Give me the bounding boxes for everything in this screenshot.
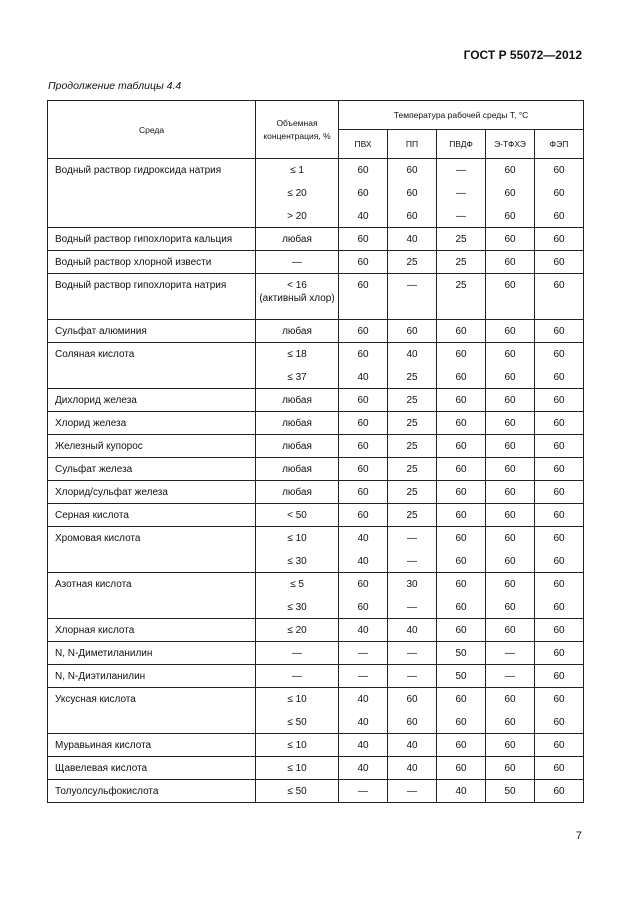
temperature-cell: 60 [535,780,584,803]
concentration-value: ≤ 20 [287,187,307,199]
temperature-cell: 60 [535,366,584,389]
temperature-cell: — [339,780,388,803]
temperature-cell: 40 [339,619,388,642]
temperature-cell: 60 [339,343,388,366]
medium-cell: Толуолсульфокислота [48,780,256,803]
table-row [48,320,584,343]
temperature-cell: 60 [535,550,584,573]
concentration-value: — [292,257,302,268]
medium-cell: Дихлорид железа [48,389,256,412]
concentration-cell [256,665,339,688]
temperature-cell: 60 [486,734,535,757]
concentration-value: ≤ 18 [287,349,307,360]
concentration-value: ≤ 50 [287,786,307,797]
concentration-cell [256,596,339,619]
temperature-cell: 60 [535,596,584,619]
standard-header: ГОСТ Р 55072—2012 [463,48,582,62]
temperature-cell: — [388,527,437,550]
temperature-cell: 60 [535,435,584,458]
concentration-value: любая [282,441,312,452]
concentration-value: любая [282,395,312,406]
temperature-cell: 50 [437,665,486,688]
header-material: ПП [388,130,437,159]
table-row [48,228,584,251]
temperature-cell: 60 [486,688,535,711]
temperature-cell: 25 [388,251,437,274]
temperature-cell: 60 [486,182,535,205]
temperature-cell: 60 [486,711,535,734]
temperature-cell: 60 [437,481,486,504]
temperature-cell: 60 [339,458,388,481]
temperature-cell: 60 [486,619,535,642]
temperature-cell: 60 [486,550,535,573]
temperature-cell: 60 [388,205,437,228]
temperature-cell: 40 [388,734,437,757]
temperature-cell: — [388,665,437,688]
temperature-cell: 60 [486,389,535,412]
temperature-cell: — [437,205,486,228]
temperature-cell: 60 [388,711,437,734]
concentration-cell [256,481,339,504]
concentration-cell [256,757,339,780]
concentration-cell [256,780,339,803]
temperature-cell: 60 [388,320,437,343]
medium-cell: Хлорная кислота [48,619,256,642]
temperature-cell: 60 [535,734,584,757]
temperature-cell: 60 [339,481,388,504]
temperature-cell: 60 [535,320,584,343]
temperature-cell: 40 [339,711,388,734]
temperature-cell: 60 [437,412,486,435]
temperature-cell: 60 [486,458,535,481]
table-row [48,159,584,182]
temperature-cell: 25 [388,481,437,504]
temperature-cell: — [437,182,486,205]
temperature-cell: 60 [388,688,437,711]
concentration-value: любая [282,326,312,337]
temperature-cell: 60 [339,274,388,320]
concentration-value: ≤ 10 [287,763,307,774]
table-row [48,734,584,757]
medium-cell: Азотная кислота [48,573,256,619]
header-concentration: Объемная концентрация, % [256,101,339,159]
temperature-cell: 60 [339,251,388,274]
temperature-cell: 60 [437,619,486,642]
temperature-cell: 60 [486,412,535,435]
concentration-value: ≤ 5 [290,579,304,590]
concentration-value: ≤ 30 [287,601,307,613]
temperature-cell: 60 [535,642,584,665]
header-medium: Среда [48,101,256,159]
table-row [48,688,584,711]
temperature-cell: 60 [486,435,535,458]
temperature-cell: 60 [535,688,584,711]
concentration-cell [256,159,339,182]
temperature-cell: 60 [486,527,535,550]
concentration-value: ≤ 50 [287,716,307,728]
concentration-cell [256,458,339,481]
table-row [48,458,584,481]
temperature-cell: 60 [535,504,584,527]
concentration-cell [256,734,339,757]
concentration-cell [256,504,339,527]
concentration-cell [256,228,339,251]
table-row [48,504,584,527]
temperature-cell: 60 [437,573,486,596]
concentration-cell [256,619,339,642]
temperature-cell: 30 [388,573,437,596]
temperature-cell: — [388,274,437,320]
temperature-cell: 60 [535,458,584,481]
concentration-cell [256,389,339,412]
concentration-value: ≤ 10 [287,694,307,705]
medium-cell: Железный купорос [48,435,256,458]
concentration-cell [256,688,339,711]
temperature-cell: 25 [388,389,437,412]
table-row [48,274,584,320]
medium-cell: Водный раствор хлорной извести [48,251,256,274]
concentration-value: — [292,648,302,659]
concentration-value: любая [282,234,312,245]
medium-cell: Щавелевая кислота [48,757,256,780]
concentration-value: любая [282,487,312,498]
concentration-note: (активный хлор) [259,293,335,304]
medium-cell: Уксусная кислота [48,688,256,734]
temperature-cell: 40 [388,619,437,642]
medium-cell: Хлорид/сульфат железа [48,481,256,504]
temperature-cell: 60 [339,412,388,435]
concentration-cell [256,711,339,734]
temperature-cell: 25 [388,435,437,458]
concentration-value: ≤ 30 [287,555,307,567]
concentration-cell [256,550,339,573]
temperature-cell: 60 [388,159,437,182]
temperature-cell: 60 [486,596,535,619]
temperature-cell: 60 [535,251,584,274]
temperature-cell: 25 [388,458,437,481]
temperature-cell: 60 [437,343,486,366]
temperature-cell: 60 [486,274,535,320]
medium-cell: Водный раствор гипохлорита кальция [48,228,256,251]
temperature-cell: — [388,550,437,573]
table-row [48,343,584,366]
table-caption: Продолжение таблицы 4.4 [48,80,182,92]
table-row [48,412,584,435]
concentration-value: < 16 [287,280,307,291]
temperature-cell: 60 [437,435,486,458]
temperature-cell: 60 [437,550,486,573]
header-material: ПВДФ [437,130,486,159]
temperature-cell: 60 [486,228,535,251]
temperature-cell: 60 [535,182,584,205]
header-material: Э-ТФХЭ [486,130,535,159]
temperature-cell: 60 [437,320,486,343]
temperature-cell: 40 [339,757,388,780]
header-material: ФЭП [535,130,584,159]
temperature-cell: 60 [486,366,535,389]
concentration-cell [256,366,339,389]
temperature-cell: 60 [339,182,388,205]
temperature-cell: — [437,159,486,182]
table-row [48,642,584,665]
temperature-cell: 60 [486,159,535,182]
temperature-cell: 60 [535,159,584,182]
temperature-cell: 60 [437,596,486,619]
temperature-cell: 60 [535,481,584,504]
table-body [48,159,584,803]
temperature-cell: — [486,665,535,688]
temperature-cell: 60 [486,320,535,343]
concentration-cell [256,205,339,228]
temperature-cell: 60 [535,274,584,320]
temperature-cell: 40 [339,366,388,389]
medium-cell: N, N-Диметиланилин [48,642,256,665]
temperature-cell: 60 [339,228,388,251]
chemical-resistance-table [47,100,584,803]
temperature-cell: 60 [535,619,584,642]
temperature-cell: 60 [437,711,486,734]
table-row [48,780,584,803]
concentration-value: ≤ 1 [290,165,304,176]
temperature-cell: — [388,596,437,619]
temperature-cell: 60 [535,527,584,550]
concentration-value: ≤ 10 [287,740,307,751]
temperature-cell: 60 [339,159,388,182]
concentration-cell [256,642,339,665]
temperature-cell: 40 [339,734,388,757]
temperature-cell: 25 [437,228,486,251]
medium-cell: Серная кислота [48,504,256,527]
temperature-cell: 60 [486,481,535,504]
concentration-cell [256,274,339,320]
temperature-cell: 40 [388,757,437,780]
temperature-cell: 60 [535,228,584,251]
concentration-cell [256,435,339,458]
temperature-cell: 60 [437,366,486,389]
temperature-cell: 60 [535,665,584,688]
concentration-value: ≤ 10 [287,533,307,544]
temperature-cell: — [388,642,437,665]
temperature-cell: 25 [388,504,437,527]
temperature-cell: 60 [437,688,486,711]
temperature-cell: — [486,642,535,665]
temperature-cell: 60 [486,757,535,780]
concentration-cell [256,182,339,205]
medium-cell: Водный раствор гипохлорита натрия [48,274,256,320]
temperature-cell: 60 [486,343,535,366]
temperature-cell: 60 [486,504,535,527]
temperature-cell: 60 [437,527,486,550]
temperature-cell: 60 [339,596,388,619]
temperature-cell: 40 [388,228,437,251]
temperature-cell: 50 [486,780,535,803]
concentration-value: любая [282,464,312,475]
concentration-cell [256,573,339,596]
concentration-value: — [292,671,302,682]
medium-cell: Соляная кислота [48,343,256,389]
temperature-cell: 40 [339,205,388,228]
temperature-cell: 60 [437,389,486,412]
temperature-cell: 60 [535,412,584,435]
table-row [48,251,584,274]
concentration-value: любая [282,418,312,429]
table-row [48,527,584,550]
medium-cell: Сульфат алюминия [48,320,256,343]
temperature-cell: 25 [437,251,486,274]
temperature-cell: 60 [339,389,388,412]
table-row [48,665,584,688]
page-number: 7 [575,830,582,842]
table-row [48,389,584,412]
medium-cell: N, N-Диэтиланилин [48,665,256,688]
concentration-value: > 20 [287,210,307,222]
table-row [48,573,584,596]
medium-cell: Муравьиная кислота [48,734,256,757]
temperature-cell: 60 [486,573,535,596]
temperature-cell: 50 [437,642,486,665]
concentration-cell [256,412,339,435]
temperature-cell: 40 [437,780,486,803]
temperature-cell: 60 [535,757,584,780]
header-temperature: Температура рабочей среды T, °C [339,101,584,130]
medium-cell: Водный раствор гидроксида натрия [48,159,256,228]
temperature-cell: 60 [486,251,535,274]
concentration-value: ≤ 37 [287,371,307,383]
temperature-cell: 60 [486,205,535,228]
temperature-cell: 25 [388,412,437,435]
table-row [48,435,584,458]
temperature-cell: 60 [388,182,437,205]
temperature-cell: 60 [535,573,584,596]
temperature-cell: 60 [437,734,486,757]
medium-cell: Сульфат железа [48,458,256,481]
temperature-cell: 60 [535,343,584,366]
temperature-cell: 60 [339,504,388,527]
medium-cell: Хромовая кислота [48,527,256,573]
temperature-cell: — [339,642,388,665]
concentration-cell [256,320,339,343]
header-material: ПВХ [339,130,388,159]
temperature-cell: 60 [535,389,584,412]
table-row [48,481,584,504]
concentration-cell [256,343,339,366]
table-row [48,619,584,642]
temperature-cell: 25 [388,366,437,389]
temperature-cell: 60 [437,504,486,527]
temperature-cell: 60 [535,711,584,734]
temperature-cell: 40 [339,550,388,573]
medium-cell: Хлорид железа [48,412,256,435]
concentration-value: ≤ 20 [287,625,307,636]
temperature-cell: 60 [437,458,486,481]
temperature-cell: — [339,665,388,688]
temperature-cell: 40 [388,343,437,366]
temperature-cell: 60 [339,435,388,458]
concentration-cell [256,527,339,550]
temperature-cell: 60 [339,573,388,596]
temperature-cell: 40 [339,527,388,550]
temperature-cell: 60 [535,205,584,228]
temperature-cell: 40 [339,688,388,711]
concentration-cell [256,251,339,274]
temperature-cell: — [388,780,437,803]
table-row [48,757,584,780]
concentration-value: < 50 [287,510,307,521]
temperature-cell: 60 [339,320,388,343]
temperature-cell: 60 [437,757,486,780]
temperature-cell: 25 [437,274,486,320]
